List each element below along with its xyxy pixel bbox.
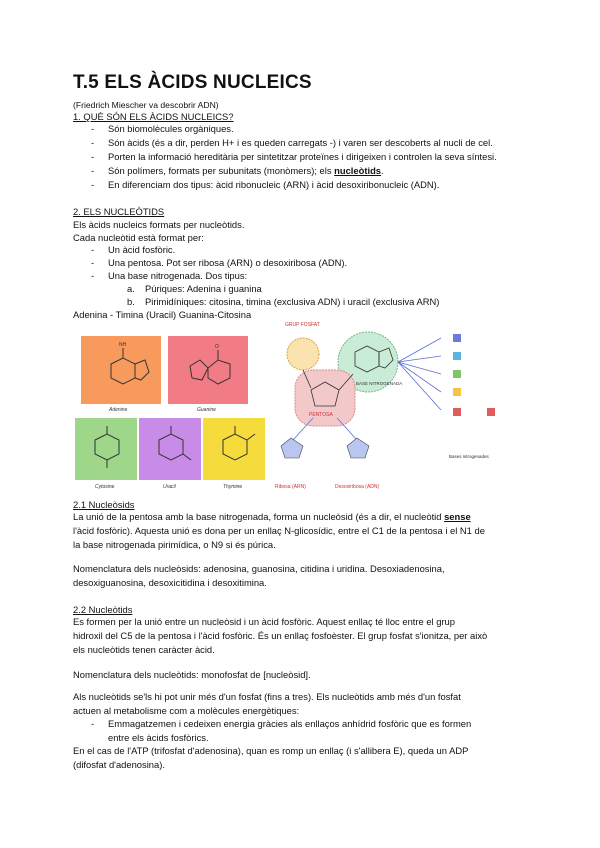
- phosphate-label: GRUP FOSFAT: [285, 322, 320, 328]
- paragraph: En el cas de l'ATP (trifosfat d'adenosina), quan es romp un enllaç (i s'allibera E), queda un ADP: [73, 745, 469, 756]
- uracil-structure: [139, 418, 201, 480]
- section1-heading: 1. QUÈ SÓN ELS ÀCIDS NUCLEICS?: [73, 111, 234, 122]
- svg-text:O: O: [215, 344, 219, 350]
- sugar-label: PENTOSA: [309, 412, 333, 418]
- bullet-dash: -: [91, 165, 95, 176]
- section2-intro: Cada nucleòtid està format per:: [73, 232, 204, 243]
- subitem-marker: a.: [127, 283, 135, 294]
- paragraph: Es formen per la unió entre un nucleòsid i un àcid fosfòric. Aquest enllaç té lloc entre el grup: [73, 616, 455, 627]
- paragraph: hidroxil del C5 de la pentosa i l'àcid fosfòric. És un enllaç fosfoèster. El grup fosfat s'ionitza, per això: [73, 630, 488, 641]
- paragraph: La unió de la pentosa amb la base nitrogenada, forma un nucleòsid (és a dir, el nucleòtid sense: [73, 511, 471, 522]
- subitem-marker: b.: [127, 296, 135, 307]
- svg-text:NH: NH: [119, 342, 127, 348]
- section22-bullet: Emmagatzemen i cedeixen energia gràcies als enllaços anhídrid fosfòric que es formen: [108, 718, 472, 729]
- molecule-icon: [139, 418, 201, 480]
- base-diagram-label: BASE NITROGENADA: [356, 381, 403, 386]
- section1-bullet: Són polímers, formats per subunitats (monòmers); els nucleòtids.: [108, 165, 384, 176]
- deoxyribose-label: Desoxiribosa (ADN): [335, 484, 380, 490]
- bullet-dash: -: [91, 179, 95, 190]
- bullet-dash: -: [91, 270, 95, 281]
- subitem-text: Pirimidíniques: citosina, timina (exclusiva ADN) i uracil (exclusiva ARN): [145, 296, 440, 307]
- bullet-dash: -: [91, 123, 95, 134]
- base-pairs: Adenina - Timina (Uracil) Guanina-Citosina: [73, 309, 252, 320]
- bullet-dash: -: [91, 137, 95, 148]
- section1-bullet: En diferenciam dos tipus: àcid ribonucleic (ARN) i àcid desoxiribonucleic (ADN).: [108, 179, 440, 190]
- base-label: Uracil: [163, 484, 176, 490]
- base-label: Thymine: [223, 484, 243, 490]
- molecule-icon: [168, 336, 248, 404]
- phosphate-group: [287, 338, 319, 370]
- subtitle: (Friedrich Miescher va descobrir ADN): [73, 100, 219, 110]
- molecule-icon: [81, 336, 161, 404]
- bullet-dash: -: [91, 151, 95, 162]
- section2-bullet: Un àcid fosfòric.: [108, 244, 176, 255]
- guanine-structure: [168, 336, 248, 404]
- section21-heading: 2.1 Nucleòsids: [73, 499, 135, 510]
- molecule-icon: [203, 418, 265, 480]
- cytosine-structure: [75, 418, 137, 480]
- bullet-dash: -: [91, 718, 95, 729]
- base-label: Cytosine: [95, 484, 115, 490]
- paragraph: l'àcid fosfòric). Aquesta unió es dona per un enllaç N-glicosídic, entre el C1 de la pentosa i el N1 de: [73, 525, 485, 536]
- section2-intro: Els àcids nucleics formats per nucleòtids.: [73, 219, 245, 230]
- paragraph: Nomenclatura dels nucleòtids: monofosfat de [nucleòsid].: [73, 669, 311, 680]
- bullet-dash: -: [91, 244, 95, 255]
- paragraph: la base nitrogenada pirimídica, o N9 si és púrica.: [73, 539, 276, 550]
- subitem-text: Púriques: Adenina i guanina: [145, 283, 262, 294]
- ribose-label: Ribosa (ARN): [275, 484, 306, 490]
- section1-bullet: Porten la informació hereditària per sintetitzar proteïnes i dirigeixen i controlen la seva síntesi.: [108, 151, 497, 162]
- paragraph: Nomenclatura dels nucleòsids: adenosina, guanosina, citidina i uridina. Desoxiadenosina,: [73, 563, 445, 574]
- paragraph: els nucleòtids tenen caràcter àcid.: [73, 644, 215, 655]
- section2-heading: 2. ELS NUCLEÒTIDS: [73, 206, 165, 217]
- nucleotids-term: nucleòtids: [334, 165, 382, 176]
- base-label: Guanine: [197, 407, 216, 413]
- legend-label: Bases nitrogenades: [449, 454, 489, 459]
- section2-bullet: Una base nitrogenada. Dos tipus:: [108, 270, 248, 281]
- paragraph: desoxiguanosina, desoxicitidina i desoxitimina.: [73, 577, 267, 588]
- bullet-dash: -: [91, 257, 95, 268]
- paragraph: actuen al metabolisme com a molècules energètiques:: [73, 705, 300, 716]
- section1-bullet: Són àcids (és a dir, perden H+ i es queden carregats -) i varen ser descoberts al nucli de cel.: [108, 137, 493, 148]
- base-label: Adenine: [109, 407, 128, 413]
- thymine-structure: [203, 418, 265, 480]
- molecule-icon: [75, 418, 137, 480]
- paragraph: (difosfat d'adenosina).: [73, 759, 165, 770]
- paragraph: Als nucleòtids se'ls hi pot unir més d'un fosfat (fins a tres). Els nucleòtids amb més d'un fosfat: [73, 691, 461, 702]
- page-title: T.5 ELS ÀCIDS NUCLEICS: [73, 72, 312, 93]
- section22-bullet: entre els àcids fosfòrics.: [108, 732, 209, 743]
- section2-bullet: Una pentosa. Pot ser ribosa (ARN) o desoxiribosa (ADN).: [108, 257, 348, 268]
- nucleotide-figure: [73, 322, 523, 496]
- adenine-structure: [81, 336, 161, 404]
- section1-bullet: Són biomolècules orgàniques.: [108, 123, 234, 134]
- section22-heading: 2.2 Nucleòtids: [73, 604, 133, 615]
